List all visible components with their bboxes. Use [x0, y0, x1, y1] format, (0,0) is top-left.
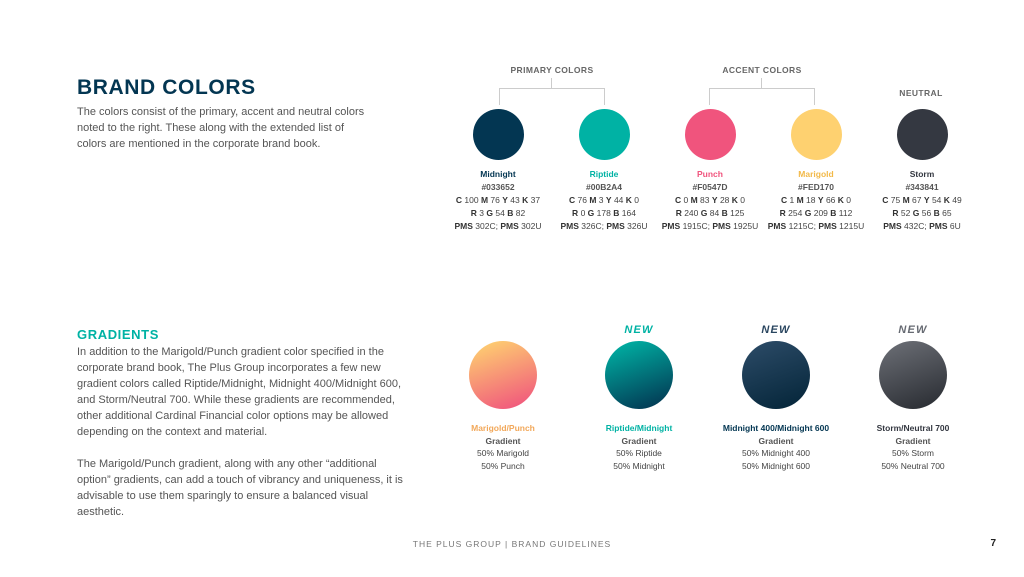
gradient-mix-1: 50% Riptide	[616, 448, 662, 458]
color-pms	[443, 220, 553, 233]
cmyk-key: M	[589, 195, 597, 205]
gradient-mix-1: 50% Midnight 400	[741, 448, 811, 458]
gradient-info-storm-neutral-700	[843, 422, 983, 472]
page-title: BRAND COLORS	[77, 76, 256, 99]
color-info-riptide	[549, 168, 659, 233]
gradients-paragraph-2: The Marigold/Punch gradient, along with any other “additional option” gradients, can add a touch of vibrancy and uniqueness, it is advisable to use them sparingly to ensure a balanced visual aesthetic.	[77, 458, 403, 518]
rgb-key: G	[912, 208, 920, 218]
cmyk-value: 43	[510, 195, 520, 205]
color-cmyk	[867, 194, 977, 207]
cmyk-value: 83	[700, 195, 710, 205]
gradient-name: Midnight 400/Midnight 600	[722, 423, 830, 433]
color-name: Riptide	[589, 169, 619, 179]
pms-value: 302U	[521, 221, 542, 231]
color-info-marigold	[761, 168, 871, 233]
cmyk-key: Y	[605, 195, 612, 205]
cmyk-key: Y	[711, 195, 718, 205]
intro-text: The colors consist of the primary, accent and neutral colors noted to the right. These along with the extended list of colors are mentioned in the corporate brand book.	[77, 106, 365, 150]
new-badge: NEW	[898, 324, 928, 336]
cmyk-value: 66	[825, 195, 836, 205]
rgb-value: 52	[900, 208, 911, 218]
gradient-mix-2: 50% Midnight	[613, 460, 665, 471]
rgb-key: G	[804, 208, 812, 218]
cmyk-value: 76	[490, 195, 500, 205]
rgb-key: R	[892, 208, 899, 218]
pms-value: 1915C;	[682, 221, 710, 231]
cmyk-key: C	[882, 195, 889, 205]
cmyk-key: K	[625, 195, 632, 205]
cmyk-value: 28	[719, 195, 730, 205]
gradient-mix-1: 50% Marigold	[477, 448, 529, 458]
gradient-swatch-midnight-400-midnight-600	[742, 341, 810, 409]
gradient-mix-1: 50% Storm	[891, 448, 935, 458]
rgb-key: B	[507, 208, 514, 218]
color-swatch-storm	[897, 109, 948, 160]
color-cmyk	[549, 194, 659, 207]
color-rgb	[549, 207, 659, 220]
pms-key: PMS	[929, 221, 948, 231]
color-name: Punch	[697, 169, 723, 179]
cmyk-key: C	[780, 195, 788, 205]
neutral-label: NEUTRAL	[899, 88, 943, 98]
gradient-subtitle: Gradient	[485, 435, 521, 446]
cmyk-value: 3	[598, 195, 604, 205]
cmyk-value: 0	[634, 195, 640, 205]
pms-key: PMS	[767, 221, 787, 231]
rgb-value: 84	[709, 208, 720, 218]
gradient-mix-2: 50% Neutral 700	[881, 460, 945, 471]
color-pms	[761, 220, 871, 233]
color-hex: #F0547D	[692, 182, 728, 192]
gradient-info-riptide-midnight	[569, 422, 709, 472]
rgb-key: R	[572, 208, 579, 218]
cmyk-key: Y	[502, 195, 508, 205]
cmyk-key: Y	[923, 195, 930, 205]
color-rgb	[867, 207, 977, 220]
color-info-midnight	[443, 168, 553, 233]
pms-value: 326U	[627, 221, 648, 231]
color-hex: #FED170	[798, 182, 834, 192]
gradient-info-marigold-punch	[433, 422, 573, 472]
cmyk-key: Y	[817, 195, 824, 205]
new-badge: NEW	[761, 324, 791, 336]
cmyk-value: 0	[683, 195, 689, 205]
color-info-storm	[867, 168, 977, 233]
pms-key: PMS	[606, 221, 625, 231]
rgb-key: G	[700, 208, 708, 218]
rgb-value: 240	[684, 208, 699, 218]
new-badge: NEW	[624, 324, 654, 336]
pms-value: 1215C;	[788, 221, 816, 231]
gradient-name: Storm/Neutral 700	[876, 423, 950, 433]
color-swatch-marigold	[791, 109, 842, 160]
cmyk-value: 49	[952, 195, 962, 205]
cmyk-key: C	[568, 195, 576, 205]
pms-key: PMS	[454, 221, 473, 231]
rgb-key: R	[779, 208, 786, 218]
color-cmyk	[761, 194, 871, 207]
cmyk-key: M	[690, 195, 698, 205]
rgb-key: B	[830, 208, 837, 218]
gradient-swatch-riptide-midnight	[605, 341, 673, 409]
gradient-subtitle: Gradient	[621, 435, 657, 446]
gradient-info-midnight-400-midnight-600	[706, 422, 846, 472]
rgb-value: 3	[479, 208, 485, 218]
color-name: Storm	[909, 169, 935, 179]
rgb-key: R	[675, 208, 682, 218]
gradients-description	[77, 344, 412, 536]
cmyk-value: 18	[806, 195, 816, 205]
pms-key: PMS	[560, 221, 579, 231]
gradient-subtitle: Gradient	[758, 435, 794, 446]
rgb-value: 0	[580, 208, 586, 218]
color-swatch-midnight	[473, 109, 524, 160]
cmyk-key: K	[943, 195, 950, 205]
cmyk-value: 100	[464, 195, 479, 205]
accent-stem	[761, 78, 762, 88]
gradients-paragraph-1: In addition to the Marigold/Punch gradient color specified in the corporate brand book, The Plus Group incorporates a few new gradient colors called Riptide/Midnight, Midnight 400/Midnight 600, and Storm/Neutral 700. While these gradients are recommended, other additional Cardinal Financial color options may be allowed depending on the context and material.	[77, 346, 402, 438]
gradients-title: GRADIENTS	[77, 327, 159, 342]
gradient-subtitle: Gradient	[895, 435, 931, 446]
pms-value: 326C;	[581, 221, 604, 231]
cmyk-key: M	[480, 195, 489, 205]
color-pms	[549, 220, 659, 233]
rgb-value: 56	[921, 208, 932, 218]
color-cmyk	[655, 194, 765, 207]
cmyk-value: 76	[577, 195, 587, 205]
primary-bracket	[499, 88, 605, 105]
rgb-key: G	[587, 208, 595, 218]
cmyk-key: C	[455, 195, 462, 205]
footer-text: THE PLUS GROUP | BRAND GUIDELINES	[412, 539, 612, 549]
cmyk-value: 0	[740, 195, 746, 205]
color-rgb	[443, 207, 553, 220]
rgb-value: 254	[788, 208, 803, 218]
cmyk-key: C	[674, 195, 682, 205]
rgb-value: 82	[515, 208, 526, 218]
pms-value: 1215U	[839, 221, 865, 231]
rgb-value: 65	[942, 208, 952, 218]
color-name: Marigold	[798, 169, 834, 179]
accent-bracket	[709, 88, 815, 105]
gradient-swatch-marigold-punch	[469, 341, 537, 409]
pms-key: PMS	[818, 221, 837, 231]
gradient-mix-2: 50% Punch	[481, 460, 525, 471]
rgb-key: B	[613, 208, 620, 218]
cmyk-value: 67	[912, 195, 922, 205]
cmyk-value: 44	[613, 195, 624, 205]
primary-stem	[551, 78, 552, 88]
pms-value: 432C;	[904, 221, 927, 231]
rgb-key: R	[470, 208, 477, 218]
accent-colors-label: ACCENT COLORS	[722, 65, 802, 75]
color-name: Midnight	[480, 169, 516, 179]
cmyk-key: K	[731, 195, 738, 205]
cmyk-key: K	[522, 195, 529, 205]
color-rgb	[655, 207, 765, 220]
cmyk-key: M	[902, 195, 910, 205]
pms-key: PMS	[883, 221, 902, 231]
rgb-key: B	[721, 208, 728, 218]
pms-value: 6U	[949, 221, 961, 231]
color-swatch-punch	[685, 109, 736, 160]
color-info-punch	[655, 168, 765, 233]
cmyk-value: 1	[789, 195, 795, 205]
rgb-value: 112	[838, 208, 853, 218]
color-hex: #033652	[481, 182, 515, 192]
page-number: 7	[990, 538, 996, 549]
primary-colors-label: PRIMARY COLORS	[510, 65, 594, 75]
cmyk-value: 37	[530, 195, 541, 205]
color-hex: #343841	[905, 182, 939, 192]
cmyk-key: K	[837, 195, 844, 205]
gradient-mix-2: 50% Midnight 600	[741, 460, 811, 471]
cmyk-value: 0	[846, 195, 852, 205]
rgb-value: 178	[596, 208, 611, 218]
rgb-key: G	[486, 208, 494, 218]
color-pms	[867, 220, 977, 233]
gradient-name: Marigold/Punch	[471, 423, 535, 433]
rgb-value: 164	[621, 208, 636, 218]
gradient-name: Riptide/Midnight	[605, 423, 673, 433]
cmyk-value: 54	[931, 195, 942, 205]
pms-key: PMS	[500, 221, 519, 231]
rgb-value: 209	[813, 208, 828, 218]
color-swatch-riptide	[579, 109, 630, 160]
cmyk-key: M	[796, 195, 804, 205]
cmyk-value: 75	[890, 195, 901, 205]
color-rgb	[761, 207, 871, 220]
rgb-key: B	[933, 208, 940, 218]
color-cmyk	[443, 194, 553, 207]
pms-value: 1925U	[733, 221, 759, 231]
pms-key: PMS	[712, 221, 731, 231]
rgb-value: 125	[730, 208, 745, 218]
rgb-value: 54	[495, 208, 505, 218]
color-pms	[655, 220, 765, 233]
gradient-swatch-storm-neutral-700	[879, 341, 947, 409]
pms-key: PMS	[661, 221, 681, 231]
color-hex: #00B2A4	[586, 182, 622, 192]
pms-value: 302C;	[475, 221, 498, 231]
